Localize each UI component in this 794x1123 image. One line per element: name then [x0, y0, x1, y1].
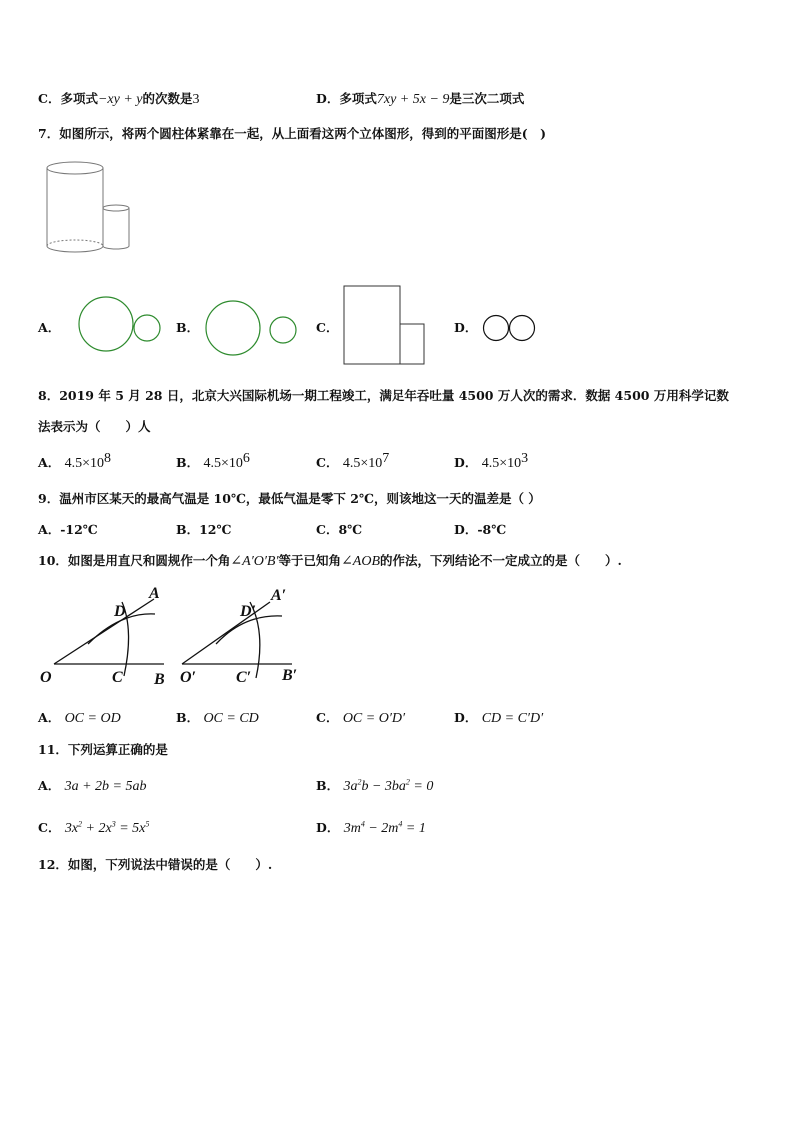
- q7-option-d-circles: [482, 314, 538, 342]
- q7-option-a-label: A．: [38, 320, 61, 335]
- q10-stem: 10．如图是用直尺和圆规作一个角∠A′O′B′等于已知角∠AOB的作法，下列结论不一定成立的是（ ）.: [38, 553, 622, 569]
- q10-fig2-label-a: A′: [271, 587, 287, 604]
- q10-option-a: A． OC = OD: [38, 710, 121, 726]
- q10-fig1-label-o: O: [40, 669, 52, 686]
- q8-stem-line1: 8．2019 年 5 月 28 日，北京大兴国际机场一期工程竣工，满足年吞吐量 4500 万人次的需求．数据 4500 万用科学记数: [38, 388, 729, 403]
- q10-figure-constructed-angle: [178, 582, 318, 688]
- q10-fig2-label-o: O′: [180, 669, 197, 686]
- q11-option-c: C． $3x^2 + 2x^3 = 5x^5$: [38, 819, 150, 836]
- q7-cylinders-figure: [40, 158, 140, 258]
- q7-option-b-label: B．: [176, 320, 200, 335]
- q10-fig1-label-c: C: [112, 669, 123, 686]
- q7-option-c-label: C．: [316, 320, 339, 335]
- q10-fig2-label-b: B′: [282, 667, 298, 684]
- q7-option-c-rectangles: [342, 284, 428, 366]
- q8-option-d: D． $4.5\times 10^3$: [454, 450, 529, 471]
- q9-option-d: D．-8℃: [454, 522, 507, 537]
- q9-option-c: C．8℃: [316, 522, 363, 537]
- q8-option-c: C． $4.5\times 10^7$: [316, 450, 390, 471]
- q6-option-c: C．多项式−xy + y的次数是3: [38, 91, 200, 107]
- q9-option-a: A．-12℃: [38, 522, 98, 537]
- q8-stem-line2: 法表示为（ ）人: [38, 419, 151, 434]
- q11-option-d: D． $3m^4 - 2m^4 = 1$: [316, 819, 426, 836]
- q10-option-d: D． CD = C′D′: [454, 710, 544, 726]
- q10-option-b: B． OC = CD: [176, 710, 259, 726]
- q12-stem: 12．如图，下列说法中错误的是（ ）.: [38, 857, 273, 872]
- q10-fig2-label-c: C′: [236, 669, 252, 686]
- q7-option-d-label: D．: [454, 320, 478, 335]
- q7-option-b-circles: [203, 298, 299, 358]
- q10-option-c: C． OC = O′D′: [316, 710, 406, 726]
- q9-stem: 9．温州市区某天的最高气温是 10℃，最低气温是零下 2℃，则该地这一天的温差是（ ）: [38, 491, 541, 506]
- q10-fig2-label-d: D′: [240, 603, 257, 620]
- q7-stem: 7．如图所示，将两个圆柱体紧靠在一起，从上面看这两个立体图形，得到的平面图形是( ): [38, 126, 547, 141]
- q11-option-b: B． $3a^2b - 3ba^2 = 0$: [316, 777, 434, 794]
- q10-fig1-label-b: B: [154, 671, 165, 688]
- q11-option-a: A． 3a + 2b = 5ab: [38, 778, 147, 794]
- q10-fig1-label-a: A: [149, 585, 160, 602]
- q6-option-d: D．多项式7xy + 5x − 9是三次二项式: [316, 91, 525, 107]
- q10-fig1-label-d: D: [114, 603, 126, 620]
- q7-option-a-circles: [77, 293, 163, 357]
- q9-option-b: B．12℃: [176, 522, 232, 537]
- q10-figure-original-angle: [38, 582, 178, 688]
- q8-option-a: A． $4.5\times 10^8$: [38, 450, 111, 471]
- q11-stem: 11．下列运算正确的是: [38, 742, 168, 757]
- q8-option-b: B． $4.5\times 10^6$: [176, 450, 250, 471]
